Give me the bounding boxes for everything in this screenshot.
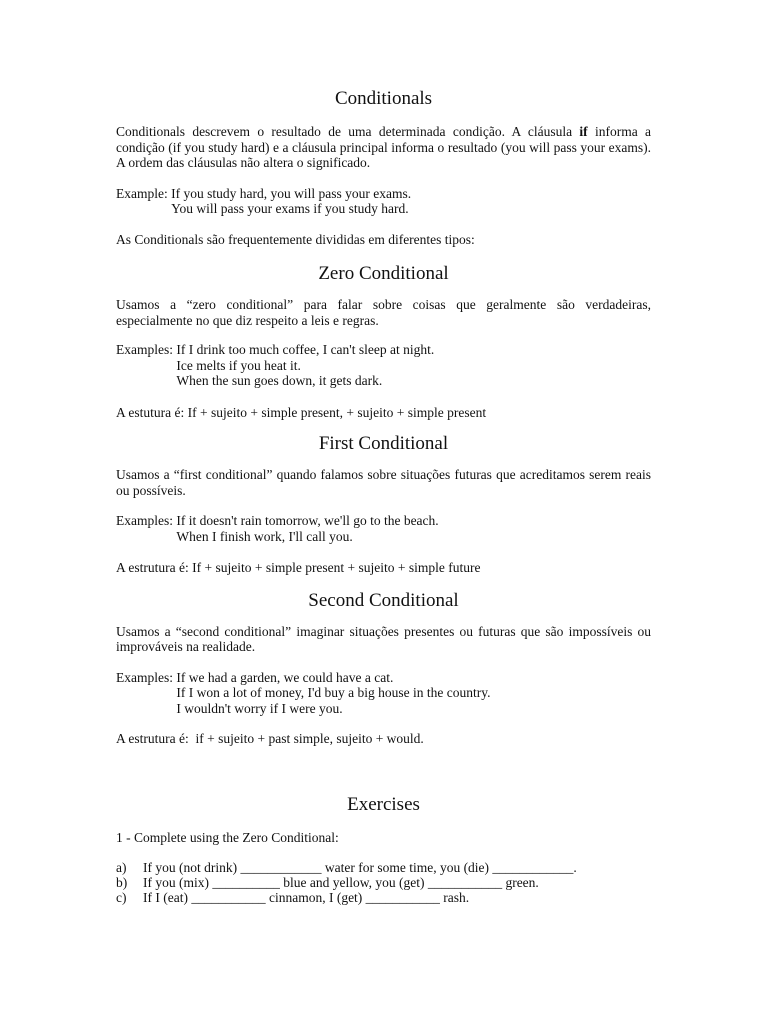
exercise-item-text: If you (mix) __________ blue and yellow, you (get) ___________ green. <box>143 875 539 891</box>
page-title: Conditionals <box>334 88 433 109</box>
exercise-item-text: If I (eat) ___________ cinnamon, I (get) ___________ rash. <box>143 890 470 906</box>
examples-label: Examples: <box>116 513 177 529</box>
first-conditional-description: Usamos a “first conditional” quando falamos sobre situações futuras que acreditamos serem reais ou possíveis. <box>116 467 651 498</box>
first-conditional-heading: First Conditional <box>318 433 449 455</box>
example-label: Example: <box>116 185 172 201</box>
intro-example <box>116 186 651 217</box>
zero-conditional-heading: Zero Conditional <box>318 263 449 285</box>
examples-lines <box>176 342 434 388</box>
intro-text-2: informa a condição (if you study hard) e a cláusula principal informa o resultado (you will pass your exams). A ordem das cláusulas não altera o significado. <box>116 124 651 171</box>
example-lines <box>171 186 411 217</box>
example-line: When I finish work, I'll call you. <box>176 528 353 544</box>
exercise-item <box>116 860 651 875</box>
exercise-instruction: 1 - Complete using the Zero Conditional: <box>116 829 339 845</box>
first-conditional-structure: A estrutura é: If + sujeito + simple present + sujeito + simple future <box>116 560 481 576</box>
second-conditional-description: Usamos a “second conditional” imaginar situações presentes ou futuras que são impossíveis ou improváveis na realidade. <box>116 623 651 655</box>
zero-conditional-examples <box>116 342 651 388</box>
exercise-item-text: If you (not drink) ____________ water for some time, you (die) ____________. <box>143 860 577 876</box>
intro-bold-if: if <box>579 124 588 139</box>
zero-conditional-structure: A estutura é: If + sujeito + simple present, + sujeito + simple present <box>116 404 487 420</box>
examples-lines <box>176 670 490 716</box>
examples-lines <box>176 513 438 544</box>
second-conditional-examples <box>116 670 651 716</box>
intro-paragraph <box>116 124 651 171</box>
exercise-item <box>116 890 651 905</box>
examples-label: Examples: <box>116 342 177 358</box>
second-conditional-structure: A estrutura é: if + sujeito + past simple, sujeito + would. <box>116 731 424 747</box>
zero-conditional-description: Usamos a “zero conditional” para falar sobre coisas que geralmente são verdadeiras, especialmente no que diz respeito a leis e regras. <box>116 297 651 328</box>
exercises-heading: Exercises <box>347 793 420 815</box>
example-line: If it doesn't rain tomorrow, we'll go to the beach. <box>176 513 439 529</box>
document-content <box>116 86 651 905</box>
exercise-list <box>116 860 651 905</box>
example-line: If I drink too much coffee, I can't sleep at night. <box>176 342 435 358</box>
example-line: If I won a lot of money, I'd buy a big house in the country. <box>176 685 491 701</box>
example-line: When the sun goes down, it gets dark. <box>176 373 383 389</box>
exercise-item-marker: a) <box>116 860 127 876</box>
exercise-item-marker: b) <box>116 875 128 891</box>
first-conditional-examples <box>116 513 651 544</box>
example-line: If we had a garden, we could have a cat. <box>176 669 394 685</box>
example-line: You will pass your exams if you study hard. <box>171 201 409 217</box>
exercise-item-marker: c) <box>116 890 127 906</box>
example-line: I wouldn't worry if I were you. <box>176 700 343 716</box>
intro-text-1: Conditionals descrevem o resultado de uma determinada condição. A cláusula <box>116 124 580 139</box>
example-line: If you study hard, you will pass your exams. <box>171 185 412 201</box>
example-line: Ice melts if you heat it. <box>176 357 301 373</box>
second-conditional-heading: Second Conditional <box>308 589 459 611</box>
types-intro: As Conditionals são frequentemente divididas em diferentes tipos: <box>116 231 475 247</box>
examples-label: Examples: <box>116 669 177 685</box>
exercise-item <box>116 875 651 890</box>
